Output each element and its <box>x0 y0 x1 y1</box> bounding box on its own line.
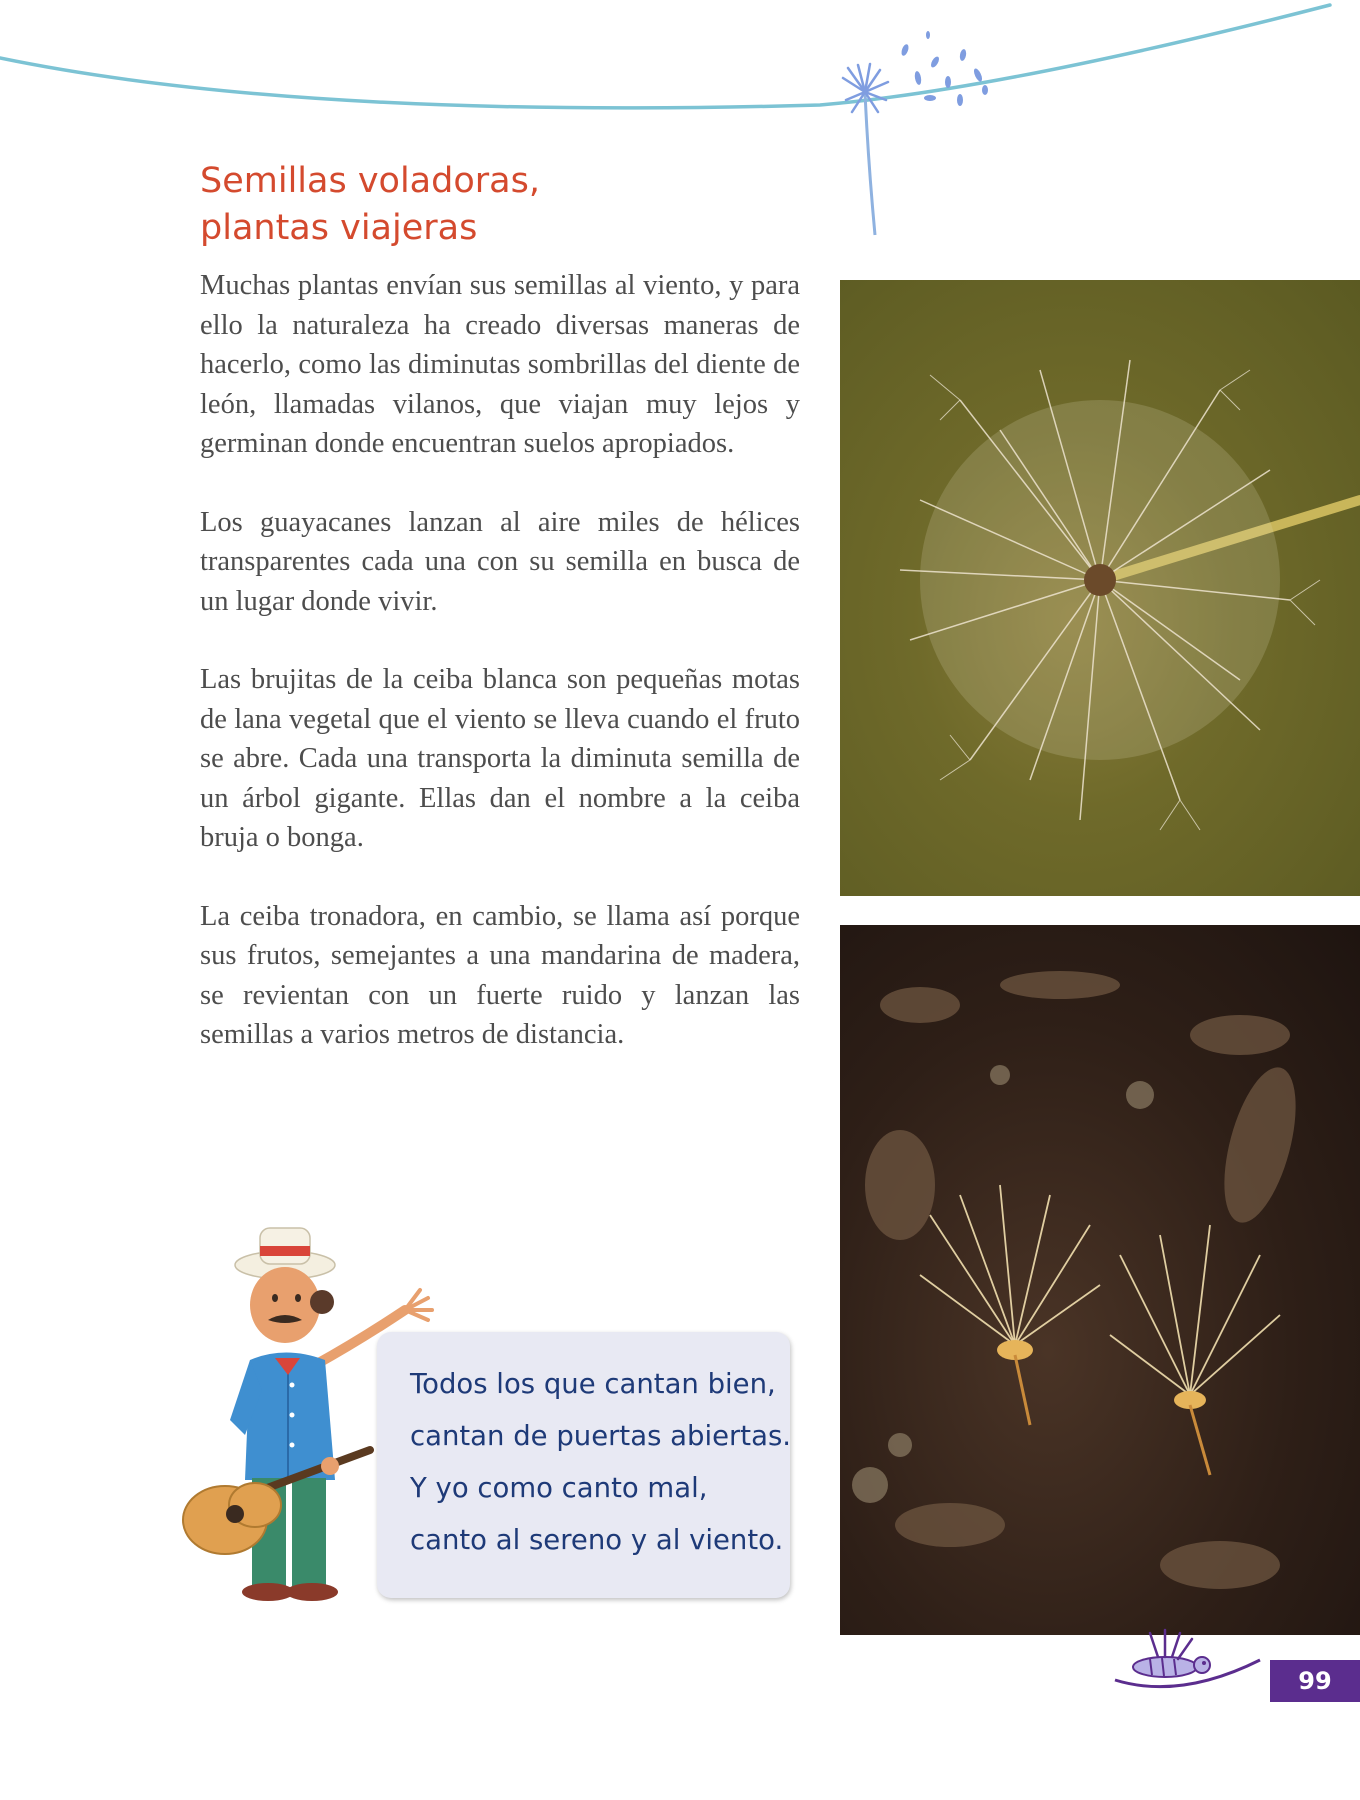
paragraph-guayacanes: Los guayacanes lanzan al aire miles de hélices transparentes cada una con su semilla en busca de un lugar donde vivir. <box>200 506 800 617</box>
verse-line-4: canto al sereno y al viento. <box>410 1524 784 1556</box>
paragraph-ceiba-blanca: Las brujitas de la ceiba blanca son pequeñas motas de lana vegetal que el viento se lleva cuando el fruto se abre. Cada una transporta la diminuta semilla de un árbol gigante. Ellas dan el nombre a la ceiba bruja o bonga. <box>200 664 800 853</box>
body-text <box>200 266 800 1094</box>
title-line-2: plantas viajeras <box>200 208 478 248</box>
paragraph-dandelion: Muchas plantas envían sus semillas al viento, y para ello la naturaleza ha creado diversas maneras de hacerlo, como las diminutas sombrillas del diente de león, llamadas vilanos, que viajan muy lejos y germinan donde encuentran suelos apropiados. <box>200 270 800 459</box>
page-title <box>200 158 540 252</box>
page-number: 99 <box>1270 1660 1360 1702</box>
verse-line-1: Todos los que cantan bien, <box>410 1368 776 1400</box>
verse-line-3: Y yo como canto mal, <box>410 1472 708 1504</box>
paragraph-ceiba-tronadora: La ceiba tronadora, en cambio, se llama así porque sus frutos, semejantes a una mandarina de madera, se revientan con un fuerte ruido y lanzan las semillas a varios metros de distancia. <box>200 900 800 1050</box>
title-line-1: Semillas voladoras, <box>200 161 540 201</box>
verse-line-2: cantan de puertas abiertas. <box>410 1420 792 1452</box>
ceiba-seed-photo <box>840 925 1360 1635</box>
guitar-man-illustration <box>180 1220 510 1610</box>
bird-icon <box>1110 1625 1270 1695</box>
dandelion-seed-photo <box>840 280 1360 896</box>
